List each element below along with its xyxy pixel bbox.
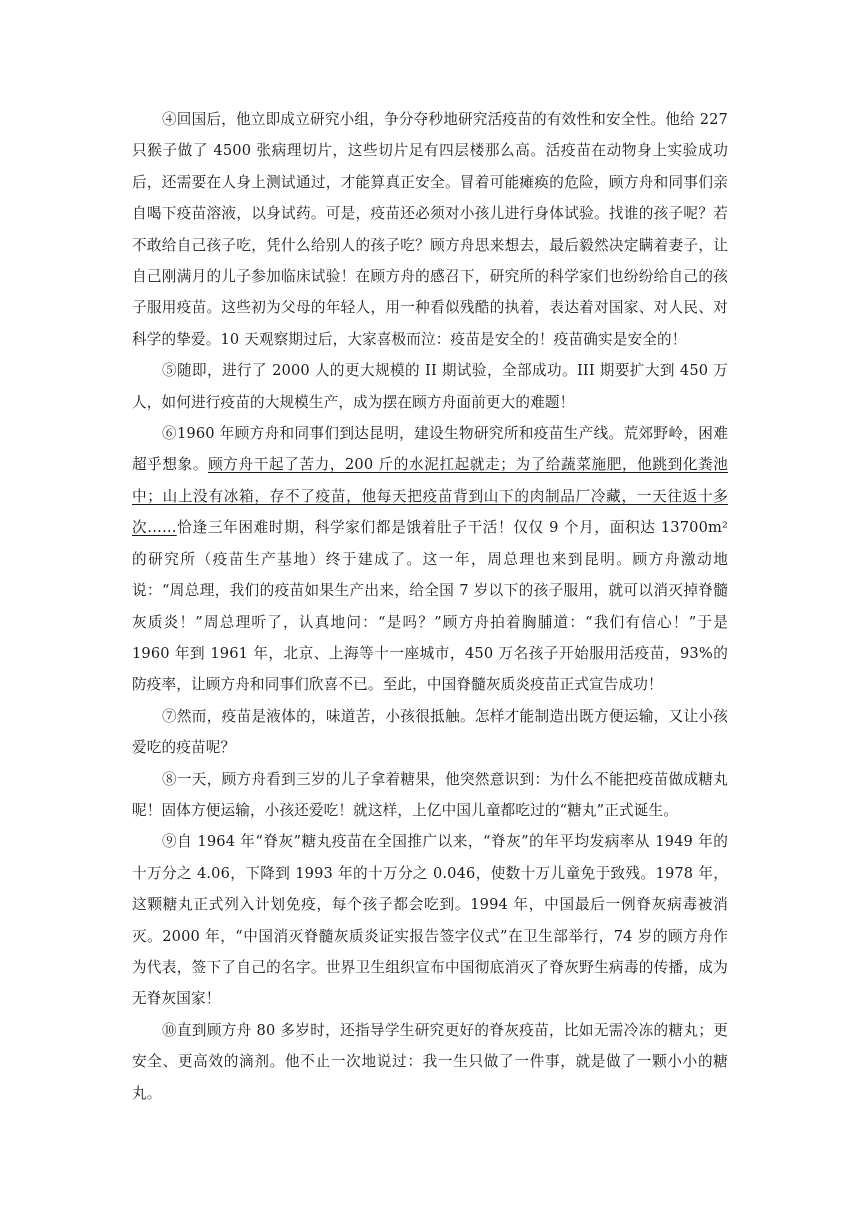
paragraph-7: ⑦然而，疫苗是液体的，味道苦，小孩很抵触。怎样才能制造出既方便运输，又让小孩爱吃的疫苗呢？: [132, 707, 728, 757]
paragraph-6-start: ⑥1960 年顾方舟和同事们到达昆明，建设生物研究所和疫苗生产线。荒郊野岭，困难超乎想象。: [132, 425, 728, 474]
paragraph-6: [132, 418, 728, 701]
paragraph-9: ⑨自 1964 年“脊灰”糖丸疫苗在全国推广以来，“脊灰”的年平均发病率从 1949 年的十万分之 4.06，下降到 1993 年的十万分之 0.046，使数十万儿童免于致残。1978 年，这颗糖丸正式列入计划免疫，每个孩子都会吃到。1994 年，中国最后一例脊灰病毒被消灭。2000 年，“中国消灭脊髓灰质炎证实报告签字仪式”在卫生部举行，74 岁的顾方舟作为代表，签下了自己的名字。世界卫生组织宣布中国彻底消灭了脊灰野生病毒的传播，成为无脊灰国家！: [132, 833, 728, 1008]
paragraph-4: ④回国后，他立即成立研究小组，争分夺秒地研究活疫苗的有效性和安全性。他给 227 只猴子做了 4500 张病理切片，这些切片足有四层楼那么高。活疫苗在动物身上实验成功后，还需要在人身上测试通过，才能算真正安全。冒着可能瘫痪的危险，顾方舟和同事们亲自喝下疫苗溶液，以身试药。可是，疫苗还必须对小孩儿进行身体试验。找谁的孩子呢？若不敢给自己孩子吃，凭什么给别人的孩子吃？顾方舟思来想去，最后毅然决定瞒着妻子，让自己刚满月的儿子参加临床试验！在顾方舟的感召下，研究所的科学家们也纷纷给自己的孩子服用疫苗。这些初为父母的年轻人，用一种看似残酷的执着，表达着对国家、对人民、对科学的挚爱。10 天观察期过后，大家喜极而泣：疫苗是安全的！疫苗确实是安全的！: [132, 111, 728, 348]
paragraph-8: ⑧一天，顾方舟看到三岁的儿子拿着糖果，他突然意识到：为什么不能把疫苗做成糖丸呢！固体方便运输，小孩还爱吃！就这样，上亿中国儿童都吃过的“糖丸”正式诞生。: [132, 770, 728, 819]
paragraph-6-end: 恰逢三年困难时期，科学家们都是饿着肚子干活！仅仅 9 个月，面积达 13700m² 的研究所（疫苗生产基地）终于建成了。这一年，周总理也来到昆明。顾方舟激动地说：“周总理，我们的疫苗如果生产出来，给全国 7 岁以下的孩子服用，就可以消灭掉脊髓灰质炎！”周总理听了，认真地问：“是吗？”顾方舟拍着胸脯道：“我们有信心！”于是 1960 年到 1961 年，北京、上海等十一座城市，450 万名孩子开始服用活疫苗，93%的防疫率，让顾方舟和同事们欣喜不已。至此，中国脊髓灰质炎疫苗正式宣告成功！: [132, 519, 729, 694]
paragraph-10: ⑩直到顾方舟 80 多岁时，还指导学生研究更好的脊灰疫苗，比如无需冷冻的糖丸；更安全、更高效的滴剂。他不止一次地说过：我一生只做了一件事，就是做了一颗小小的糖丸。: [132, 1021, 728, 1102]
document-page: [132, 104, 728, 1109]
paragraph-5: ⑤随即，进行了 2000 人的更大规模的 II 期试验，全部成功。III 期要扩大到 450 万人，如何进行疫苗的大规模生产，成为摆在顾方舟面前更大的难题！: [132, 362, 728, 411]
paragraph-6-underlined-text: 顾方舟干起了苦力，200 斤的水泥扛起就走；为了给蔬菜施肥，他跳到化粪池中；山上没有冰箱，存不了疫苗，他每天把疫苗背到山下的肉制品厂冷藏，一天往返十多次……: [132, 456, 728, 537]
